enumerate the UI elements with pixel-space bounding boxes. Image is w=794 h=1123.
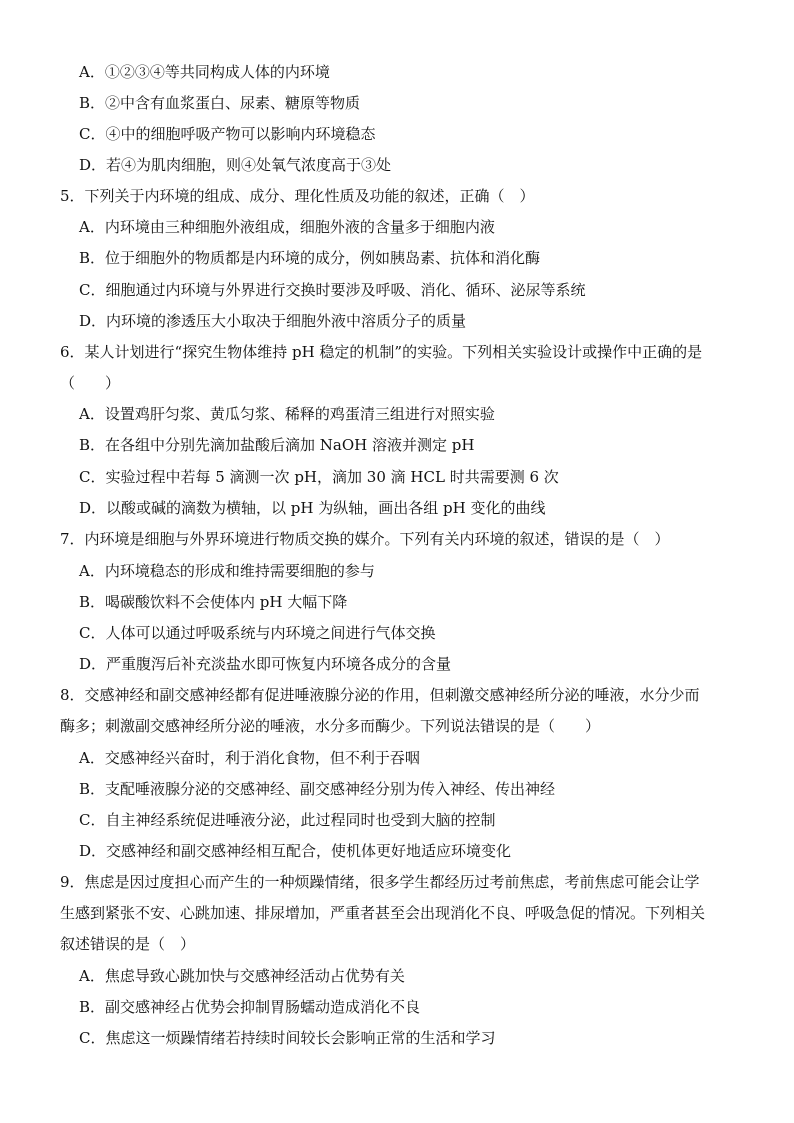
q9-stem-continuation-1: 生感到紧张不安、心跳加速、排尿增加，严重者甚至会出现消化不良、呼吸急促的情况。下列相关 xyxy=(60,904,706,922)
q9-option-a: A．焦虑导致心跳加快与交感神经活动占优势有关 xyxy=(79,967,405,985)
q5-option-a: A．内环境由三种细胞外液组成，细胞外液的含量多于细胞内液 xyxy=(79,218,495,236)
q8-option-d: D．交感神经和副交感神经相互配合，使机体更好地适应环境变化 xyxy=(79,842,512,860)
q7-option-b: B．喝碳酸饮料不会使体内 pH 大幅下降 xyxy=(79,593,348,611)
q5-option-d: D．内环境的渗透压大小取决于细胞外液中溶质分子的质量 xyxy=(79,312,467,330)
q5-option-c: C．细胞通过内环境与外界进行交换时要涉及呼吸、消化、循环、泌尿等系统 xyxy=(79,281,586,299)
q5-option-b: B．位于细胞外的物质都是内环境的成分，例如胰岛素、抗体和消化酶 xyxy=(79,249,541,267)
q4-option-b: B．②中含有血浆蛋白、尿素、糖原等物质 xyxy=(79,94,361,112)
q4-option-a: A．①②③④等共同构成人体的内环境 xyxy=(79,63,330,81)
q7-option-a: A．内环境稳态的形成和维持需要细胞的参与 xyxy=(79,562,375,580)
q8-option-a: A．交感神经兴奋时，利于消化食物，但不利于吞咽 xyxy=(79,749,420,767)
q6-option-c: C．实验过程中若每 5 滴测一次 pH，滴加 30 滴 HCL 时共需要测 6 次 xyxy=(79,468,559,486)
q4-option-d: D．若④为肌肉细胞，则④处氧气浓度高于③处 xyxy=(79,156,392,174)
q8-option-b: B．支配唾液腺分泌的交感神经、副交感神经分别为传入神经、传出神经 xyxy=(79,780,556,798)
q8-option-c: C．自主神经系统促进唾液分泌，此过程同时也受到大脑的控制 xyxy=(79,811,496,829)
q9-option-c: C．焦虑这一烦躁情绪若持续时间较长会影响正常的生活和学习 xyxy=(79,1029,496,1047)
q9-stem: 9．焦虑是因过度担心而产生的一种烦躁情绪，很多学生都经历过考前焦虑，考前焦虑可能会让学 xyxy=(60,873,700,891)
q5-stem: 5．下列关于内环境的组成、成分、理化性质及功能的叙述，正确（ ） xyxy=(60,187,535,205)
q6-option-b: B．在各组中分别先滴加盐酸后滴加 NaOH 溶液并测定 pH xyxy=(79,436,475,454)
q7-stem: 7．内环境是细胞与外界环境进行物质交换的媒介。下列有关内环境的叙述，错误的是（ ） xyxy=(60,530,670,548)
q8-stem: 8．交感神经和副交感神经都有促进唾液腺分泌的作用，但刺激交感神经所分泌的唾液，水分少而 xyxy=(60,686,700,704)
q8-stem-continuation: 酶多；刺激副交感神经所分泌的唾液，水分多而酶少。下列说法错误的是（ ） xyxy=(60,717,601,735)
q9-option-b: B．副交感神经占优势会抑制胃肠蠕动造成消化不良 xyxy=(79,998,421,1016)
q7-option-c: C．人体可以通过呼吸系统与内环境之间进行气体交换 xyxy=(79,624,436,642)
q9-stem-continuation-2: 叙述错误的是（ ） xyxy=(60,935,196,953)
q6-stem-continuation: （ ） xyxy=(60,374,121,392)
q7-option-d: D．严重腹泻后补充淡盐水即可恢复内环境各成分的含量 xyxy=(79,655,452,673)
q6-option-d: D．以酸或碱的滴数为横轴，以 pH 为纵轴，画出各组 pH 变化的曲线 xyxy=(79,499,546,517)
q6-stem: 6．某人计划进行“探究生物体维持 pH 稳定的机制”的实验。下列相关实验设计或操作中正确的是 xyxy=(60,343,703,361)
q6-option-a: A．设置鸡肝匀浆、黄瓜匀浆、稀释的鸡蛋清三组进行对照实验 xyxy=(79,405,495,423)
q4-option-c: C．④中的细胞呼吸产物可以影响内环境稳态 xyxy=(79,125,376,143)
